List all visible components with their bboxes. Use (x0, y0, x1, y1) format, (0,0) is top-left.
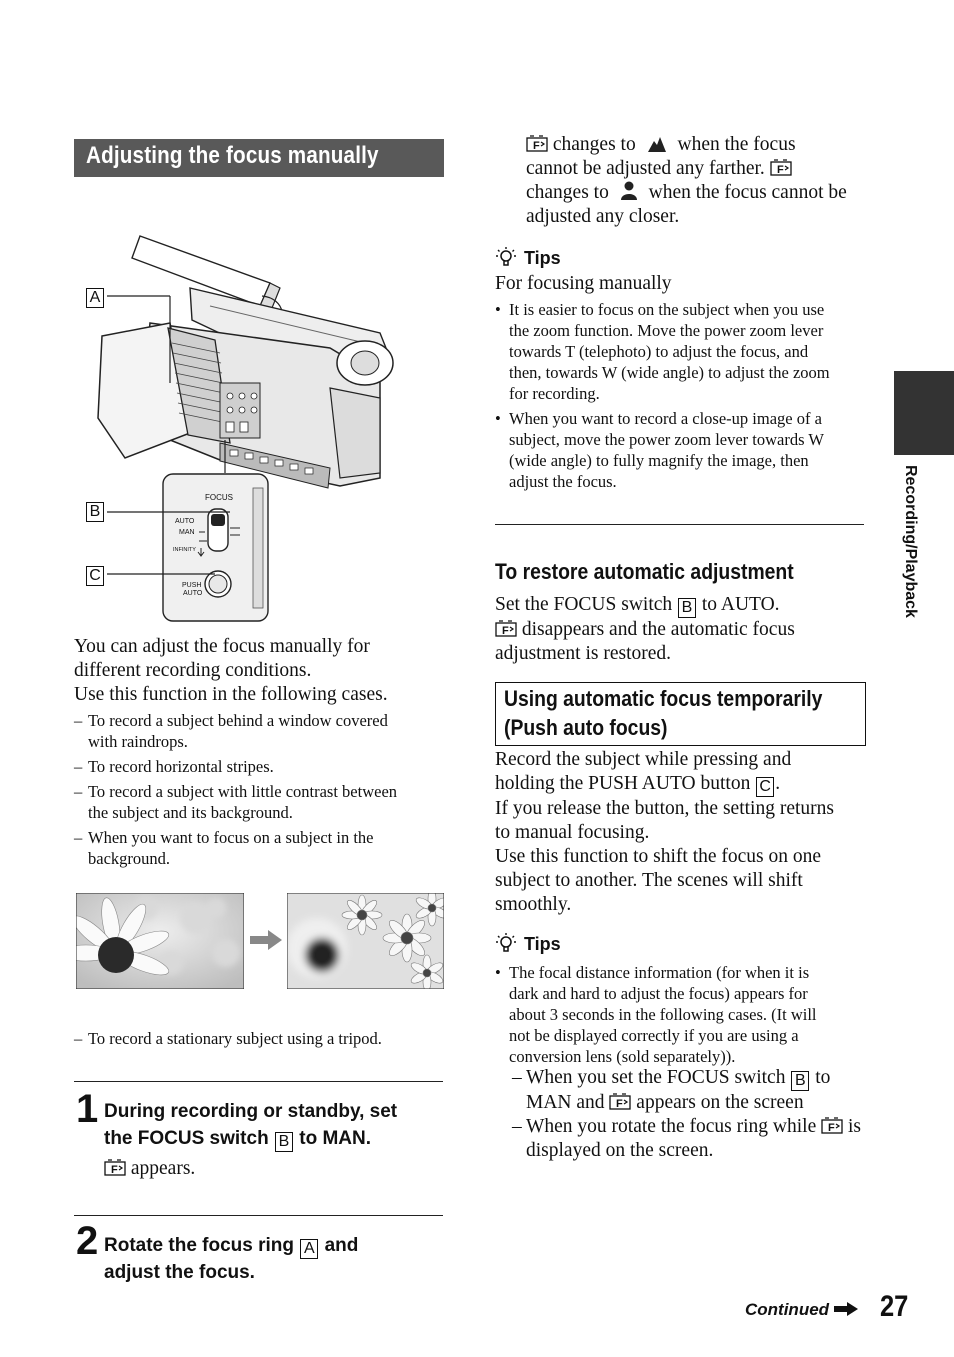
manual-focus-icon (495, 620, 517, 637)
section-title: Adjusting the focus manually (86, 142, 379, 169)
manual-focus-icon (821, 1117, 843, 1134)
tips-list (495, 299, 867, 492)
list-item: – To record horizontal stripes. (74, 757, 274, 776)
step-number: 2 (76, 1219, 99, 1263)
list-item: • The focal distance information (for when it is dark and hard to adjust the focus) appears for about 3 seconds in the following cases. (It will not be displayed correctly if you are using a conversion lens (sold separately)). (495, 963, 817, 1066)
step-1-instruction: During recording or standby, set the FOCUS switch B to MAN. (104, 1101, 398, 1150)
step-1-note: appears. (104, 1157, 195, 1181)
manual-focus-icon (609, 1093, 631, 1110)
cases-list (74, 710, 449, 869)
tips-heading: Tips (496, 246, 561, 269)
mountain-icon (647, 135, 667, 153)
tips-heading: Tips (496, 932, 561, 955)
push-auto-focus-heading: Using automatic focus temporarily (Push auto focus) (495, 682, 866, 746)
callout-b: B (85, 501, 105, 522)
chapter-tab (894, 371, 954, 455)
manual-focus-icon (770, 159, 792, 176)
panel-push-label: PUSH (182, 582, 202, 589)
list-item: – To record a subject behind a window covered with raindrops. (74, 711, 388, 751)
arrow-right-icon (834, 1302, 858, 1316)
person-icon (620, 181, 638, 201)
list-item: – When you rotate the focus ring while is displayed on the screen. (512, 1116, 862, 1161)
step-divider (74, 1081, 443, 1082)
step-2-instruction: Rotate the focus ring A and adjust the focus. (104, 1235, 359, 1283)
restore-text: Set the FOCUS switch B to AUTO. disappears and the automatic focus adjustment is restored. (495, 594, 795, 664)
page-number: 27 (880, 1290, 909, 1323)
tips-intro: For focusing manually (495, 273, 672, 294)
section-title-bar (74, 139, 444, 177)
focus-before-photo (76, 893, 244, 989)
focus-after-photo (287, 893, 444, 989)
tips-list (495, 962, 867, 1067)
step-number: 1 (76, 1087, 99, 1131)
panel-focus-label: FOCUS (205, 493, 233, 502)
tips-sub-list (512, 1066, 872, 1163)
panel-push-auto-label: AUTO (183, 590, 203, 597)
lightbulb-icon (496, 932, 516, 954)
list-item: – To record a stationary subject using a tripod. (74, 1029, 382, 1048)
callout-c: C (85, 565, 105, 586)
list-item: • When you want to record a close-up image of a subject, move the power zoom lever towards W (wide angle) to fully magnify the image, then adjust the focus. (495, 409, 824, 491)
continued-label: Continued (745, 1299, 858, 1321)
step-divider (74, 1215, 443, 1216)
panel-auto-label: AUTO (175, 518, 195, 525)
panel-man-label: MAN (179, 529, 195, 536)
manual-focus-icon (526, 135, 548, 152)
chapter-label: Recording/Playback (902, 465, 919, 618)
list-item: • It is easier to focus on the subject when you use the zoom function. Move the power zoom lever towards T (telephoto) to adjust the focus, and then, towards W (wide angle) to adjust the zoom for recording. (495, 300, 830, 403)
intro-paragraph: You can adjust the focus manually for different recording conditions. Use this function in the following cases. (74, 636, 388, 705)
list-item: – To record a subject with little contrast between the subject and its background. (74, 782, 398, 822)
callout-a: A (85, 287, 105, 308)
section-divider (495, 524, 864, 525)
arrow-icon (250, 930, 282, 950)
list-item: – When you set the FOCUS switch B to MAN and appears on the screen (512, 1067, 831, 1113)
manual-focus-icon (104, 1159, 126, 1176)
list-item: – When you want to focus on a subject in the background. (74, 828, 374, 868)
camcorder-diagram (80, 228, 445, 623)
push-auto-focus-text: Record the subject while pressing and holding the PUSH AUTO button C . If you release the button, the setting returns to manual focusing. Use this function to shift the focus on one subject to another. The scenes will shift smoothly. (495, 749, 834, 915)
lightbulb-icon (496, 246, 516, 268)
focus-limit-text: changes to when the focus cannot be adjusted any farther. changes to when the focus cannot be adjusted any closer. (526, 134, 847, 227)
restore-heading: To restore automatic adjustment (495, 559, 794, 584)
panel-infinity-label: INFINITY (173, 547, 196, 553)
